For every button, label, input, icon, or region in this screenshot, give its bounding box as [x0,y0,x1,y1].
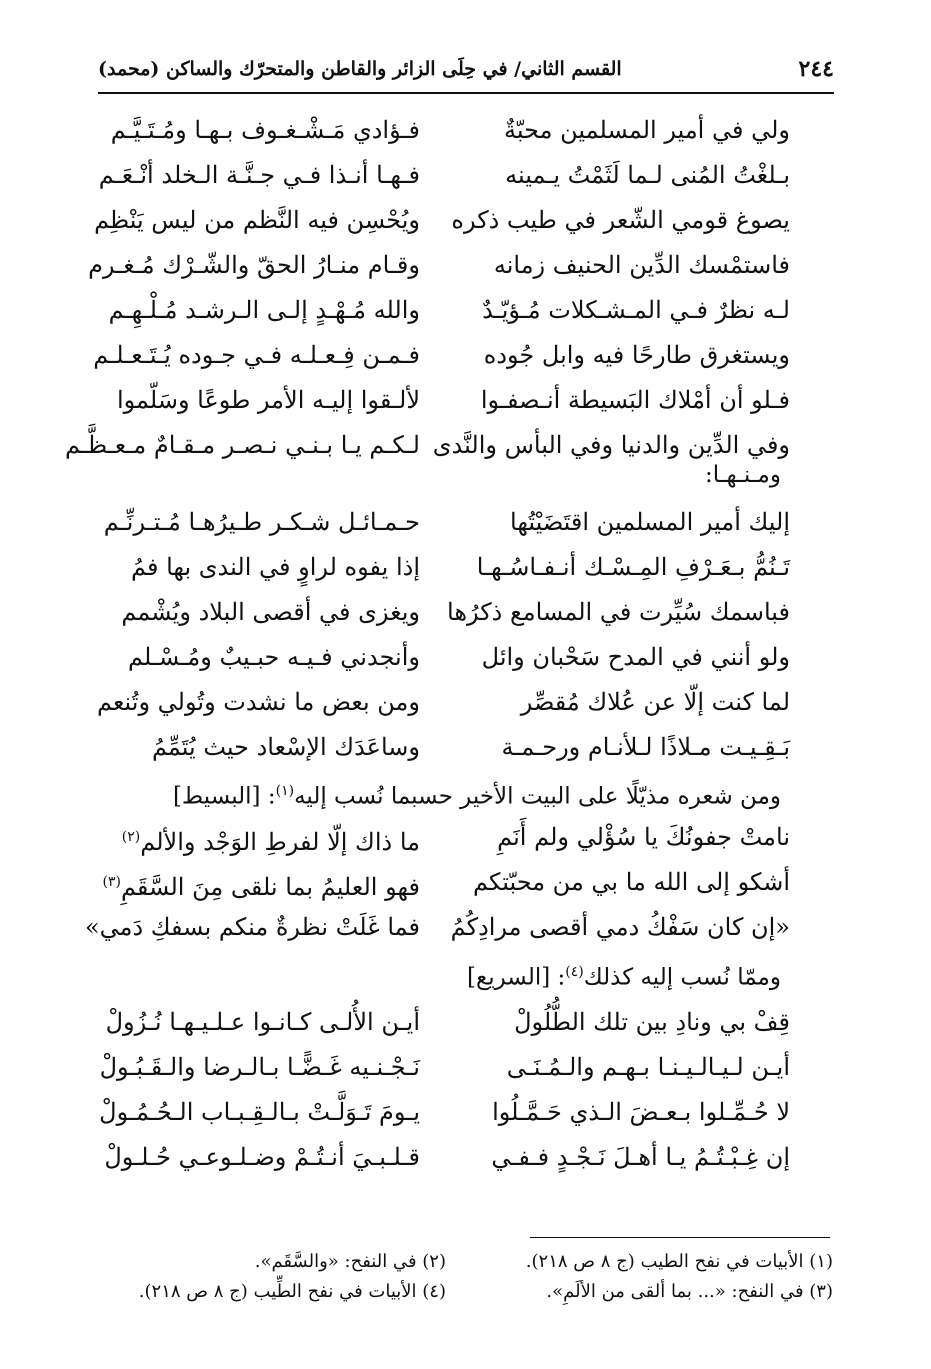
meter-label: : [السريع] [467,964,566,991]
first-hemistich: لا حُـمِّـلوا بـعـضَ الـذي حَـمَّـلُوا [492,1098,790,1126]
page-number: ٢٤٤ [798,56,834,82]
second-hemistich: نَـجْـنـيه غَـضًّـا بـالـرضا والـقَـبُـولْ [99,1053,420,1081]
verse [100,1090,790,1135]
first-hemistich: ولو أنني في المدح سَحْبان وائل [481,643,790,671]
second-hemistich: لـكـم يـا بـنـي نـصـر مـقـامٌ مـعـظَّـم [65,431,420,459]
second-hemistich [122,815,420,865]
first-hemistich: قِفْ بي ونادِ بين تلك الطُّلُولْ [514,1008,790,1036]
first-hemistich: ويستغرق طارحًا فيه وابل جُوده [483,341,790,369]
first-hemistich: أشكو إلى الله ما بي من محبّتكم [472,868,790,896]
second-hemistich: ويُحْسِن فيه النَّظم من ليس يَنْظِم [94,206,420,234]
second-hemistich: لألـقوا إليـه الأمر طوعًا وسَلّموا [116,386,420,414]
footnote-ref-2: (٢) [121,829,141,845]
verse [100,725,790,770]
footnote-divider [530,1237,830,1238]
verse [100,545,790,590]
section-heading-minha: ومـنـهـا: [705,462,781,488]
verse [100,1000,790,1045]
first-hemistich: يصوغ قومي الشّعر في طيب ذكره [451,206,790,234]
page-header [98,52,834,94]
first-hemistich: إن غِـبْـتُـمُ يـا أهـلَ نَـجْـدٍ فـفـي [491,1143,790,1171]
footnote-2: (٢) في النفح: «والسَّقَم». [254,1251,446,1272]
first-hemistich: فباسمك سُيِّرت في المسامع ذكرُها [447,598,790,626]
first-hemistich: إليك أمير المسلمين اقتَضَيْتُها [510,508,790,536]
second-hemistich: حـمـائـل شـكـر طـيرُهـا مُـتـرنِّـم [103,508,420,536]
hemistich-text: فهو العليمُ بما نلقى مِنَ السَّقَمِ [120,873,420,901]
verse [84,905,790,950]
intro-text: وممّا نُسب إليه كذلك [583,964,781,991]
second-hemistich: وأنجدني فـيـه حبـيبٌ ومُـسْـلم [128,643,420,671]
second-hemistich: أيـن الأُلـى كـانـوا عـلـيـهـا نُـزُولْ [105,1008,420,1036]
verse [100,860,790,905]
hemistich-text: ما ذاك إلّا لفرطِ الوَجْد والألم [140,828,420,856]
first-hemistich: لما كنت إلّا عن عُلاك مُقصِّر [520,688,790,716]
first-hemistich: تَـنُمُّ بـعَـرْفِ المِـسْـك أنـفـاسُـهـا [476,553,790,581]
second-hemistich: قـلـبـيَ أنـتُـمْ وضـلـوعـي حُـلـولْ [104,1143,420,1171]
poem-dedication [96,500,790,770]
footnote-ref-3: (٣) [102,874,121,890]
second-hemistich: يـومَ تَـوَلَّـتْ بـالـقِـبـاب الـحُـمُـولْ [99,1098,420,1126]
verse [100,153,790,198]
second-hemistich [102,860,420,910]
verse [100,815,790,860]
footnote-ref-4: (٤) [565,964,584,980]
poem-sari [100,1000,790,1180]
poem-praise [65,108,790,468]
second-hemistich: فـمـن فِـعـلـه فـي جـوده يُـتَـعـلـم [93,341,420,369]
second-hemistich: وساعَدَك الإسْعاد حيث يُتَمِّمُ [151,733,420,761]
first-hemistich: نامتْ جفونُكَ يا سُؤْلي ولم أَنَمِ [497,823,790,851]
second-hemistich: فما غَلَتْ نظرةٌ منكم بسفكِ دَمي» [84,913,420,941]
second-hemistich: والله مُـهْـدٍ إلـى الـرشـد مُـلْـهِـم [108,296,420,324]
verse [100,108,790,153]
verse [100,378,790,423]
first-hemistich: فاستمْسك الدِّين الحنيف زمانه [493,251,790,279]
verse [100,500,790,545]
intro-basit [173,771,781,817]
verse [100,1045,790,1090]
footnote-4: (٤) الأبيات في نفح الطِّيب (ج ٨ ص ٢١٨). [138,1281,446,1302]
intro-sari [467,952,781,998]
first-hemistich: ولي في أمير المسلمين محبّةٌ [504,116,790,144]
first-hemistich: وفي الدِّين والدنيا وفي البأس والنَّدى [432,431,790,459]
second-hemistich: ويغزى في أقصى البلاد ويُشْمم [121,598,420,626]
verse [94,198,790,243]
second-hemistich: إذا يفوه لراوٍ في الندى بها فمُ [131,553,420,581]
first-hemistich: فـلو أن أمْلاك البَسيطة أنـصفـوا [480,386,790,414]
verse [93,333,790,378]
second-hemistich: فـؤادي مَـشْـغـوف بـهـا ومُـتَـيَّـم [110,116,420,144]
verse [100,635,790,680]
running-title: القسم الثاني/ في حِلَى الزائر والقاطن والمتحرّك والساكن (محمد) [98,58,622,80]
first-hemistich: بَـقِـيـت مـلاذًا لـلأنـام ورحـمـة [501,733,790,761]
verse [100,590,790,635]
footnote-3: (٣) في النفح: «... بما ألقى من الألَمِ». [546,1281,833,1302]
verse [100,1135,790,1180]
intro-text: ومن شعره مذيّلًا على البيت الأخير حسبما نُسب إليه [294,783,781,810]
meter-label: : [البسيط] [172,783,276,810]
first-hemistich: بـلغْتُ المُنى لـما لَثَمْتُ يـمينه [505,161,790,189]
verse [100,288,790,333]
second-hemistich: ومن بعض ما نشدت وتُولي وتُنعم [96,688,420,716]
verse [65,423,790,468]
footnote-1: (١) الأبيات في نفح الطيب (ج ٨ ص ٢١٨). [525,1251,833,1272]
second-hemistich: وقـام منـارُ الحقّ والشّـرْك مُـغـرم [88,251,420,279]
first-hemistich: «إن كان سَفْكُ دمي أقصى مرادِكُمُ [450,913,790,941]
verse [96,680,790,725]
first-hemistich: لـه نظرٌ فـي المـشـكلات مُـؤيّـدٌ [482,296,790,324]
verse [88,243,790,288]
first-hemistich: أيـن لـيـالـيـنـا بـهـم والـمُـنَـى [506,1053,790,1081]
poem-basit [84,815,790,950]
footnote-ref-1: (١) [275,783,295,799]
second-hemistich: فـهـا أنـذا فـي جـنَّـة الـخلد أنْـعَـم [98,161,420,189]
